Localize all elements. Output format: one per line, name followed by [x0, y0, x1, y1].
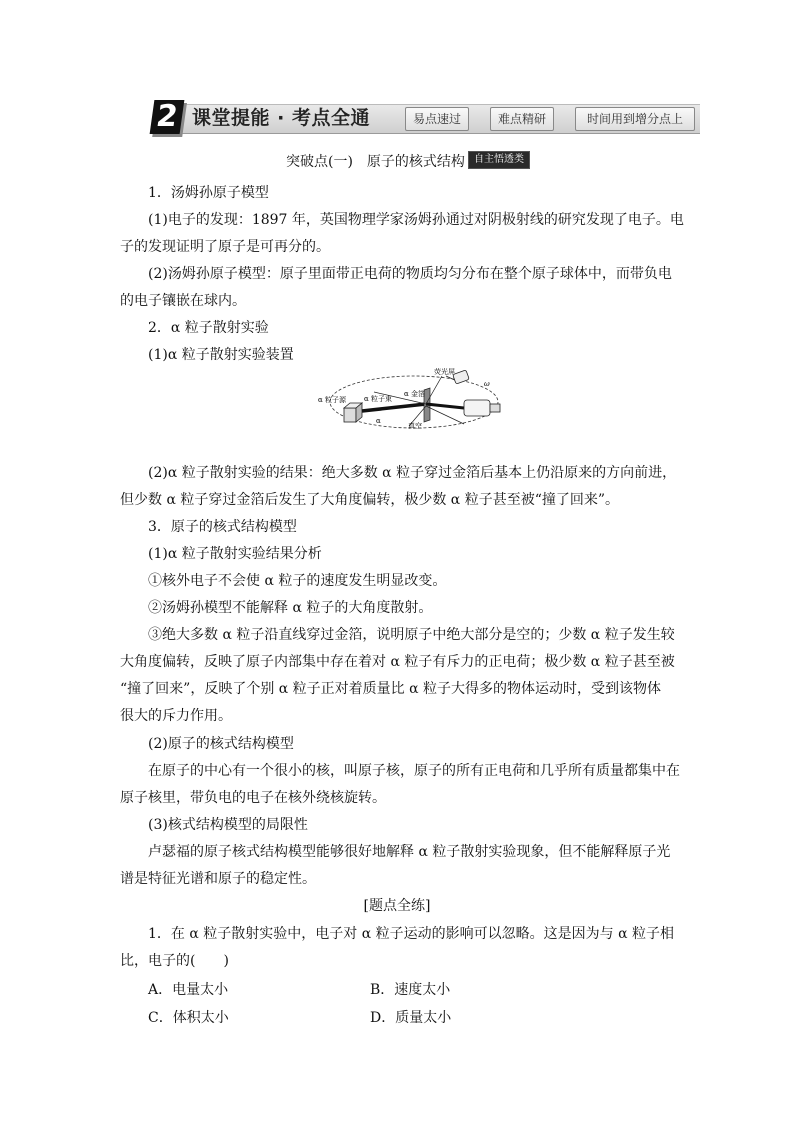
heading-nuclear-model: 3．原子的核式结构模型: [148, 519, 297, 535]
subheading-analysis: (1)α 粒子散射实验结果分析: [148, 546, 322, 562]
scatter-ray: [426, 404, 464, 408]
subheading-nuclear-model: (2)原子的核式结构模型: [148, 736, 294, 752]
heading-alpha-scattering: 2．α 粒子散射实验: [148, 320, 269, 336]
paragraph-line: (2)α 粒子散射实验的结果：绝大多数 α 粒子穿过金箔后基本上仍沿原来的方向前进，: [148, 465, 677, 481]
paragraph-line: 的电子镶嵌在球内。: [120, 293, 246, 309]
label-omega: ω: [484, 380, 490, 388]
label-vacuum: 真空: [408, 422, 422, 430]
option-b[interactable]: B．速度太小: [370, 982, 451, 998]
label-alpha: α: [376, 417, 381, 425]
paragraph-line: (1)电子的发现：1897 年，英国物理学家汤姆孙通过对阴极射线的研究发现了电子。电: [148, 212, 684, 228]
paragraph-line: 原子核里，带负电的电子在核外绕核旋转。: [120, 790, 386, 806]
fluorescent-screen-microscope: [464, 400, 490, 416]
paragraph-line: 但少数 α 粒子穿过金箔后发生了大角度偏转，极少数 α 粒子甚至被“撞了回来”。: [120, 492, 620, 508]
paragraph-line: 大角度偏转，反映了原子内部集中存在着对 α 粒子有斥力的正电荷；极少数 α 粒子甚至被: [120, 654, 675, 670]
paragraph-line: 子的发现证明了原子是可再分的。: [120, 239, 330, 255]
paragraph-line: (2)汤姆孙原子模型：原子里面带正电荷的物质均匀分布在整个原子球体中，而带负电: [148, 266, 672, 282]
label-source: α 粒子源: [318, 396, 346, 404]
section-banner: [150, 100, 700, 136]
section-title: 突破点(一) 原子的核式结构: [286, 154, 465, 170]
label-beam: α 粒子束: [364, 395, 392, 403]
question-1-stem-cont: 比，电子的( ): [120, 953, 229, 969]
paragraph-line: ②汤姆孙模型不能解释 α 粒子的大角度散射。: [148, 600, 433, 616]
option-d[interactable]: D．质量太小: [370, 1010, 452, 1026]
alpha-beam: [362, 404, 426, 411]
tab-hard-points[interactable]: 难点精研: [490, 107, 554, 131]
paragraph-line: ③绝大多数 α 粒子沿直线穿过金箔，说明原子中绝大部分是空的；少数 α 粒子发生较: [148, 627, 675, 643]
section-badge: 自主悟透类: [468, 151, 530, 169]
subheading-limitations: (3)核式结构模型的局限性: [148, 817, 308, 833]
alpha-scattering-apparatus-figure: [314, 368, 510, 432]
question-1-stem: 1．在 α 粒子散射实验中，电子对 α 粒子运动的影响可以忽略。这是因为与 α 粒子相: [148, 926, 674, 942]
paragraph-line: 很大的斥力作用。: [120, 708, 232, 724]
label-foil: α 金箔: [404, 390, 425, 398]
subheading-apparatus: (1)α 粒子散射实验装置: [148, 347, 294, 363]
paragraph-line: 谱是特征光谱和原子的稳定性。: [120, 871, 316, 887]
banner-title: 课堂提能 · 考点全通: [192, 107, 370, 129]
label-screen: 荧光屏: [434, 368, 455, 376]
option-c[interactable]: C．体积太小: [148, 1010, 229, 1026]
paragraph-line: 卢瑟福的原子核式结构模型能够很好地解释 α 粒子散射实验现象，但不能解释原子光: [148, 844, 671, 860]
alpha-source-box: [344, 408, 356, 422]
heading-thomson-model: 1．汤姆孙原子模型: [148, 185, 269, 201]
tab-score-points[interactable]: 时间用到增分点上: [575, 107, 695, 131]
paragraph-line: “撞了回来”，反映了个别 α 粒子正对着质量比 α 粒子大得多的物体运动时，受到该物体: [120, 681, 662, 697]
paragraph-line: ①核外电子不会使 α 粒子的速度发生明显改变。: [148, 573, 447, 589]
paragraph-line: 在原子的中心有一个很小的核，叫原子核，原子的所有正电荷和几乎所有质量都集中在: [148, 763, 680, 779]
tab-easy-points[interactable]: 易点速过: [405, 107, 469, 131]
banner-number: 2: [150, 100, 185, 134]
option-a[interactable]: A．电量太小: [148, 982, 229, 998]
practice-heading: [题点全练]: [363, 898, 431, 914]
